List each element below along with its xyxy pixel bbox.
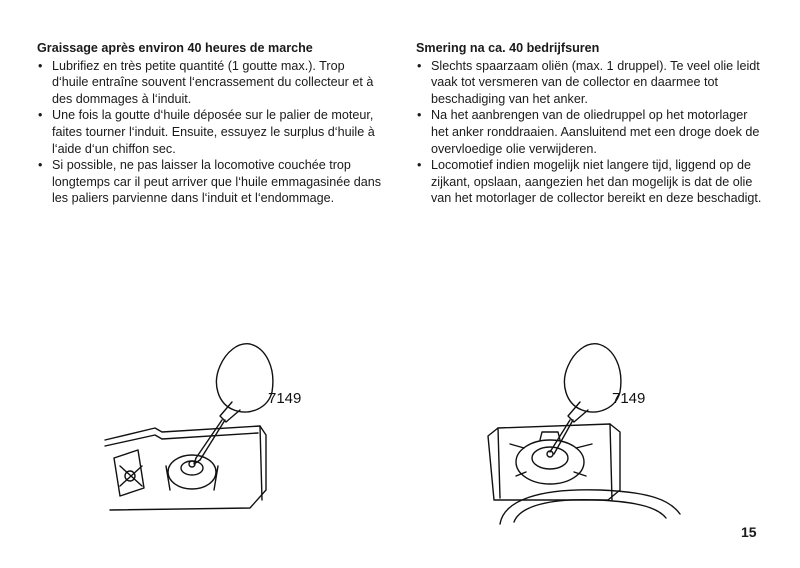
french-bullet-3: • Si possible, ne pas laisser la locomotive couchée trop longtemps car il peut arriver que l‘huile emmagasinée dans les paliers parvienne dans l‘induit et l‘endommage. — [37, 157, 382, 207]
left-illustration — [100, 340, 390, 525]
french-heading: Graissage après environ 40 heures de marche — [37, 41, 313, 55]
french-bullet-list — [37, 58, 382, 207]
dutch-bullet-2: • Na het aanbrengen van de oliedruppel op het motorlager het anker ronddraaien. Aansluitend met een droge doek de overvloedige olie verwijderen. — [416, 107, 766, 157]
right-figure-label: 7149 — [612, 390, 646, 407]
oiler-motor-side-view-icon — [480, 340, 770, 525]
oiler-motor-top-view-icon — [100, 340, 390, 525]
french-bullet-2: • Une fois la goutte d‘huile déposée sur le palier de moteur, faites tourner l‘induit. Ensuite, essuyez le surplus d‘huile à l‘aide d‘un chiffon sec. — [37, 107, 382, 157]
left-figure-label: 7149 — [268, 390, 302, 407]
dutch-bullet-1: • Slechts spaarzaam oliën (max. 1 druppel). Te veel olie leidt vaak tot versmeren van de collector en daarmee tot beschadiging van het anker. — [416, 58, 766, 108]
dutch-section — [416, 40, 766, 207]
dutch-bullet-list — [416, 58, 766, 207]
french-section — [37, 40, 382, 207]
right-illustration — [480, 340, 770, 525]
dutch-heading: Smering na ca. 40 bedrijfsuren — [416, 41, 600, 55]
page-number: 15 — [741, 524, 757, 540]
dutch-bullet-3: • Locomotief indien mogelijk niet langere tijd, liggend op de zijkant, opslaan, aangezien het dan mogelijk is dat de olie van het motorlager de collector bereikt en deze beschadigt. — [416, 157, 766, 207]
french-bullet-1: • Lubrifiez en très petite quantité (1 goutte max.). Trop d‘huile entraîne souvent l‘encrassement du collecteur et à des dommages à l‘induit. — [37, 58, 382, 108]
